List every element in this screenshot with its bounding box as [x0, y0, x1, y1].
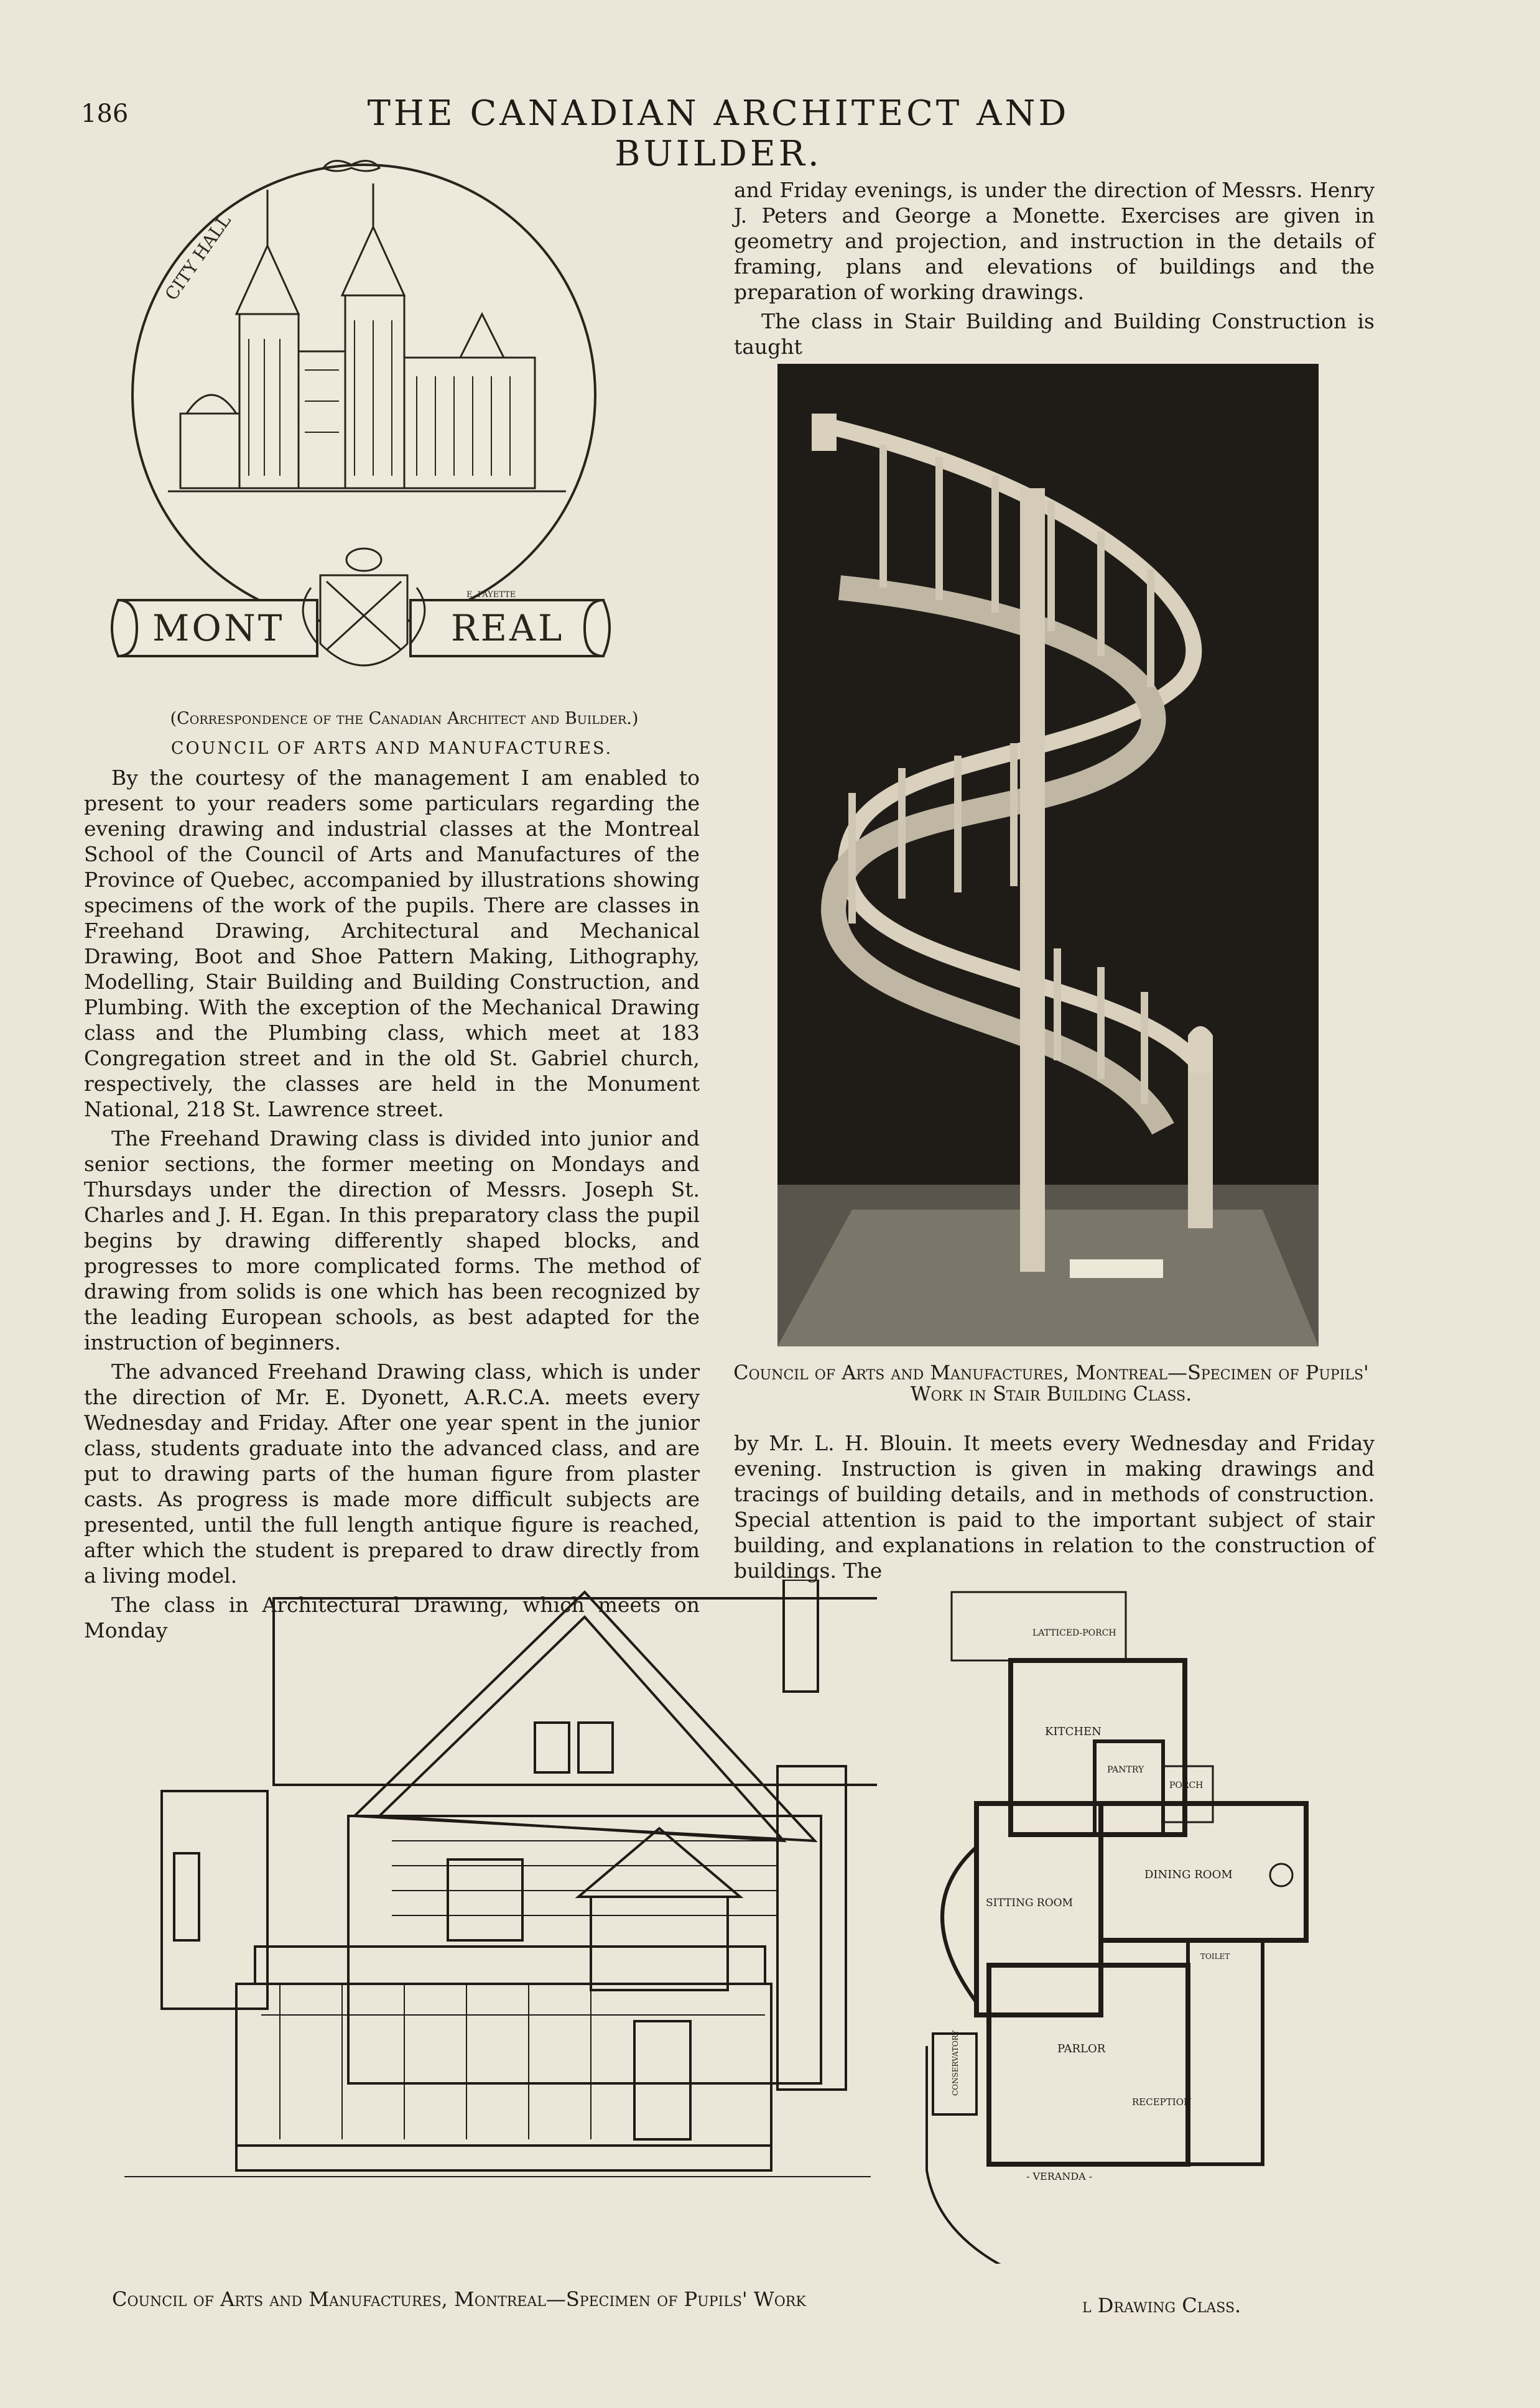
plan-label-parlor: PARLOR — [1057, 2042, 1106, 2055]
paragraph: The Freehand Drawing class is divided into junior and senior sections, the former meeting on Mondays and Thursdays under the direction of Messrs. Joseph St. Charles and J. H. Egan. In this preparatory class the pupil begins by drawing differently shaped blocks, and progresses to more complicated forms. The method of drawing from solids is one which has been recognized by the leading European schools, as best adapted for the instruction of beginners. — [84, 1126, 700, 1354]
house-plan-caption: Council of Arts and Manufactures, Montreal—Specimen of Pupils' Work — [112, 2287, 806, 2311]
floor-plan-drawing — [908, 1573, 1319, 2264]
plan-label-kitchen: KITCHEN — [1045, 1725, 1102, 1738]
city-hall-label: CITY HALL — [160, 210, 235, 305]
banner-left-text: MONT — [152, 607, 285, 649]
stair-photo-caption: Council of Arts and Manufactures, Montreal—Specimen of Pupils' Work in Stair Building Class. — [733, 1361, 1369, 1405]
plan-label-dining-room: DINING ROOM — [1144, 1868, 1233, 1881]
plan-label-latticed-porch: LATTICED-PORCH — [1032, 1628, 1116, 1638]
page-number: 186 — [81, 100, 129, 128]
right-column-bottom-text — [734, 1430, 1375, 1583]
artist-signature: E. PAYETTE — [466, 590, 516, 600]
spiral-stair-photograph — [777, 364, 1319, 1346]
house-plan-caption-fragment: l Drawing Class. — [1082, 2294, 1241, 2317]
paragraph: and Friday evenings, is under the direction of Messrs. Henry J. Peters and George a Monette. Exercises are given in geometry and projection, and instruction in the details of framing, plans and elevations of buildings and the preparation of working drawings. — [734, 178, 1375, 304]
banner-right-text: REAL — [451, 607, 565, 649]
house-elevation-drawing — [93, 1580, 877, 2270]
plan-label-sitting-room: SITTING ROOM — [986, 1897, 1074, 1909]
paragraph: By the courtesy of the management I am enabled to present to your readers some particulars regarding the evening drawing and industrial classes at the Montreal School of the Council of Arts and Manufactures of the Province of Quebec, accompanied by illustrations showing specimens of the work of the pupils. There are classes in Freehand Drawing, Architectural and Mechanical Drawing, Boot and Shoe Pattern Making, Lithography, Modelling, Stair Building and Building Construction, and Plumbing. With the exception of the Mechanical Drawing class and the Plumbing class, which meet at 183 Congregation street and in the old St. Gabriel church, respectively, the classes are held in the Monument National, 218 St. Lawrence street. — [84, 766, 700, 1121]
plan-label-pantry: PANTRY — [1107, 1765, 1144, 1775]
paragraph: The class in Architectural Drawing, which meets on Monday — [84, 1593, 700, 1642]
montreal-city-hall-vignette — [106, 152, 678, 712]
plan-label-toilet: TOILET — [1200, 1952, 1230, 1961]
article-heading: COUNCIL OF ARTS AND MANUFACTURES. — [170, 739, 613, 758]
correspondence-credit: (Correspondence of the Canadian Architect and Builder.) — [170, 709, 639, 728]
paragraph: The advanced Freehand Drawing class, which is under the direction of Mr. E. Dyonett, A.R.C.A. meets every Wednesday and Friday. After one year spent in the junior class, students graduate into the advanced class, and are put to drawing parts of the human figure from plaster casts. As progress is made more difficult subjects are presented, until the full length antique figure is reached, after which the student is prepared to draw directly from a living model. — [84, 1359, 700, 1588]
paragraph: by Mr. L. H. Blouin. It meets every Wednesday and Friday evening. Instruction is given in making drawings and tracings of building details, and in methods of construction. Special attention is paid to the important subject of stair building, and explanations in relation to the construction of buildings. The — [734, 1431, 1375, 1583]
right-column-top-text — [734, 177, 1375, 359]
paragraph: The class in Stair Building and Building Construction is taught — [734, 309, 1375, 359]
left-column-text — [84, 765, 700, 1643]
running-title: THE CANADIAN ARCHITECT AND BUILDER. — [367, 93, 1070, 174]
plan-label-veranda: - VERANDA - — [1026, 2170, 1093, 2182]
plan-label-porch: PORCH — [1169, 1781, 1204, 1790]
plan-label-reception: RECEPTION — [1132, 2096, 1192, 2108]
plan-label-conservatory: CONSERVATORY — [951, 2030, 960, 2096]
